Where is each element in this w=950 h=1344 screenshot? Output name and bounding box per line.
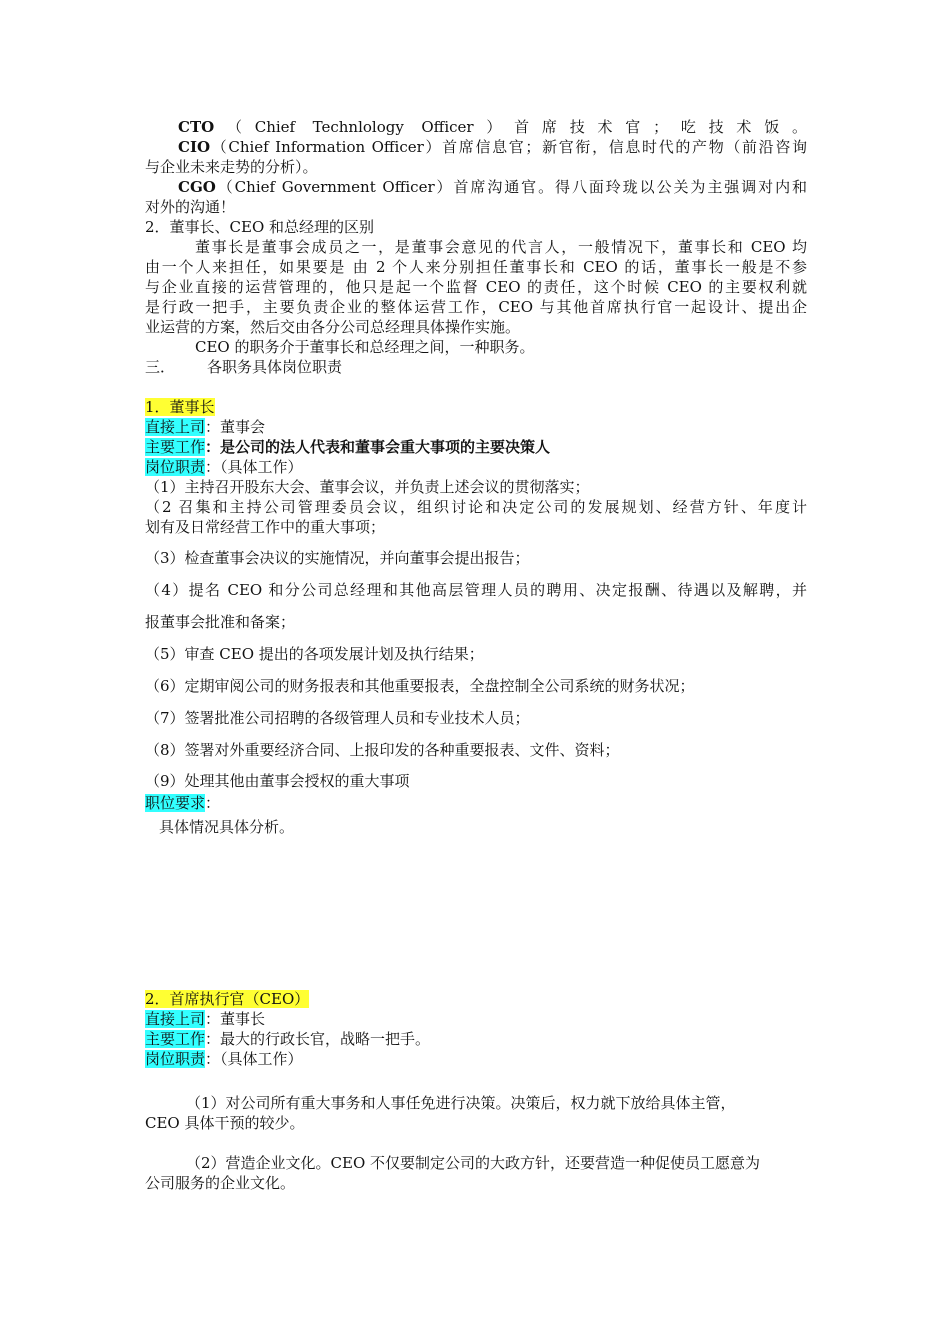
chairman-main-work-value: ：是公司的法人代表和董事会重大事项的主要决策人: [205, 438, 551, 456]
cio-abbr: CIO: [178, 138, 211, 156]
ceo-superior: [145, 1009, 807, 1029]
ceo-superior-label: 直接上司: [145, 1010, 206, 1028]
chairman-duties-value: ：（具体工作）: [205, 458, 303, 476]
chairman-main-work: [145, 437, 807, 457]
cto-line: [178, 117, 807, 137]
ceo-duties-value: ：（具体工作）: [205, 1050, 303, 1068]
cto-text: （Chief Technlology Officer）首席技术官；吃技术饭。: [214, 118, 807, 136]
cgo-line-1: [178, 177, 807, 197]
section2-para-line: 业运营的方案，然后交由各分公司总经理具体操作实施。: [145, 318, 521, 336]
chairman-duties-label: 岗位职责: [145, 458, 206, 476]
chairman-duty-item: （9）处理其他由董事会授权的重大事项: [145, 772, 410, 790]
ceo-duty-item: 公司服务的企业文化。: [145, 1174, 296, 1192]
ceo-duties-label: 岗位职责: [145, 1050, 206, 1068]
cio-text-1: （Chief Information Officer）首席信息官；新官衔，信息时代的产物（前沿咨询: [210, 138, 807, 156]
chairman-requirements: [145, 793, 807, 813]
chairman-duty-item: （5）审查 CEO 提出的各项发展计划及执行结果；: [145, 645, 484, 663]
cio-line-2: 与企业未来走势的分析）。: [145, 158, 318, 176]
section3-title: 各职务具体岗位职责: [207, 358, 343, 376]
section2-para2: CEO 的职务介于董事长和总经理之间，一种职务。: [195, 338, 535, 356]
chairman-duty-item: （3）检查董事会决议的实施情况，并向董事会提出报告；: [145, 549, 530, 567]
chairman-req-value: 具体情况具体分析。: [159, 818, 295, 836]
chairman-duties: [145, 457, 807, 477]
ceo-superior-value: ：董事长: [205, 1010, 266, 1028]
section2-para-line: 由一个人来担任，如果要是 由 2 个人来分别担任董事长和 CEO 的话，董事长一般是不参: [145, 258, 807, 276]
chairman-duty-item: （8）签署对外重要经济合同、上报印发的各种重要报表、文件、资料；: [145, 741, 620, 759]
ceo-main-work-label: 主要工作: [145, 1030, 206, 1048]
chairman-duty-item: 报董事会批准和备案；: [145, 613, 296, 631]
ceo-duty-item: （1）对公司所有重大事务和人事任免进行决策。决策后，权力就下放给具体主管，: [186, 1094, 736, 1112]
chairman-duty-item: （6）定期审阅公司的财务报表和其他重要报表，全盘控制全公司系统的财务状况；: [145, 677, 695, 695]
chairman-duty-item: （4）提名 CEO 和分公司总经理和其他高层管理人员的聘用、决定报酬、待遇以及解聘，并: [145, 581, 807, 599]
chairman-req-label: 职位要求: [145, 794, 206, 812]
section2-heading: 2．董事长、CEO 和总经理的区别: [145, 218, 375, 236]
cio-line-1: [178, 137, 807, 157]
section2-para-line: 与企业直接的运营管理的，他只是起一个监督 CEO 的责任，这个时候 CEO 的主要权利就: [145, 278, 807, 296]
ceo-main-work-value: ：最大的行政长官，战略一把手。: [205, 1030, 431, 1048]
chairman-duty-item: （7）签署批准公司招聘的各级管理人员和专业技术人员；: [145, 709, 530, 727]
chairman-superior-label: 直接上司: [145, 418, 206, 436]
ceo-heading: [145, 989, 807, 1009]
section3-num: 三．: [145, 358, 176, 376]
ceo-heading-text: 2．首席执行官（CEO）: [145, 990, 310, 1008]
chairman-req-colon: ：: [205, 794, 221, 812]
chairman-duty-item: 划有及日常经营工作中的重大事项；: [145, 518, 386, 536]
cgo-text-1: （Chief Government Officer）首席沟通官。得八面玲珑以公关为主强调对内和: [215, 178, 807, 196]
chairman-heading-text: 1．董事长: [145, 398, 215, 416]
cgo-line-2: 对外的沟通！: [145, 198, 236, 216]
chairman-superior-value: ：董事会: [205, 418, 266, 436]
ceo-duties: [145, 1049, 807, 1069]
chairman-main-work-label: 主要工作: [145, 438, 206, 456]
cgo-abbr: CGO: [178, 178, 216, 196]
chairman-duty-item: （1）主持召开股东大会、董事会议，并负责上述会议的贯彻落实；: [145, 478, 590, 496]
ceo-duty-item: （2）营造企业文化。CEO 不仅要制定公司的大政方针，还要营造一种促使员工愿意为: [186, 1154, 761, 1172]
chairman-duty-item: （2 召集和主持公司管理委员会议，组织讨论和决定公司的发展规划、经营方针、年度计: [145, 498, 807, 516]
ceo-duty-item: CEO 具体干预的较少。: [145, 1114, 305, 1132]
section2-para-line: 董事长是董事会成员之一，是董事会意见的代言人，一般情况下，董事长和 CEO 均: [195, 238, 807, 256]
chairman-heading: [145, 397, 807, 417]
section2-para-line: 是行政一把手，主要负责企业的整体运营工作，CEO 与其他首席执行官一起设计、提出企: [145, 298, 807, 316]
section3-heading: [145, 357, 807, 377]
ceo-main-work: [145, 1029, 807, 1049]
chairman-superior: [145, 417, 807, 437]
cto-abbr: CTO: [178, 118, 215, 136]
